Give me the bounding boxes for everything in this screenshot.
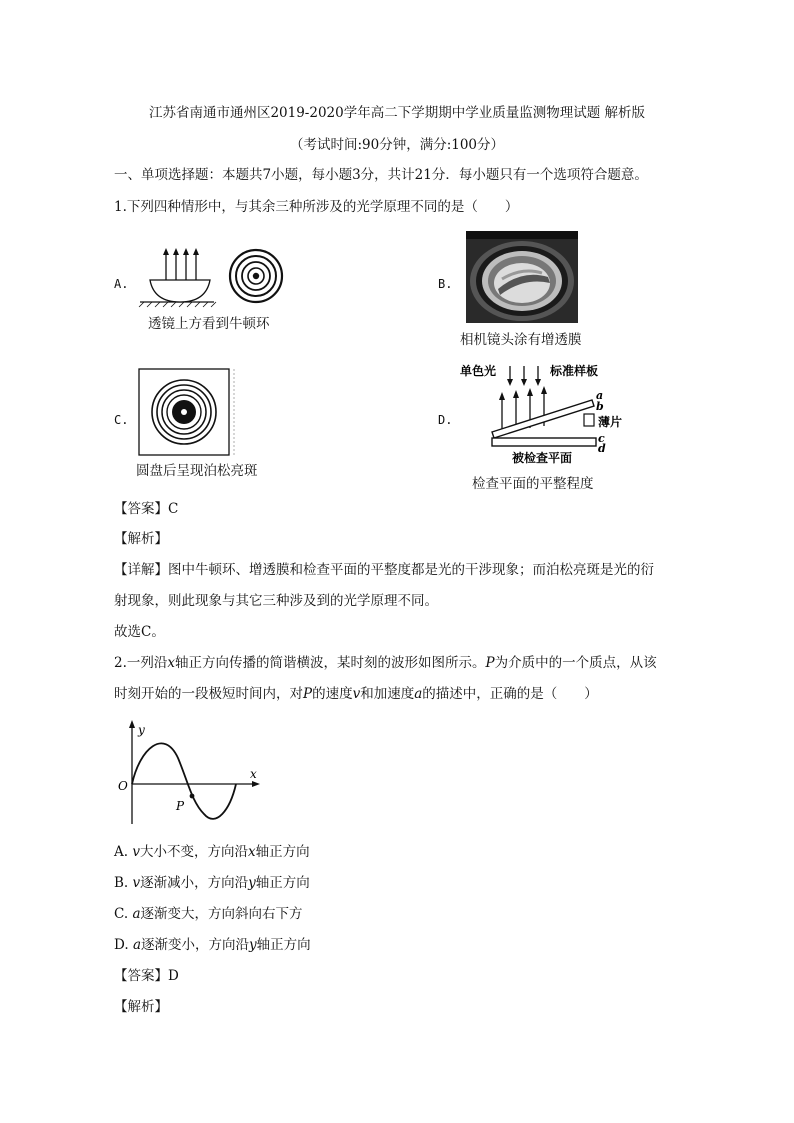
mono-light-label: 单色光 <box>460 364 497 378</box>
q1-detail-line2: 射现象，则此现象与其它三种涉及到的光学原理不同。 <box>114 593 438 609</box>
flatness-test-figure <box>458 360 623 466</box>
q1-option-c-caption: 圆盘后呈现泊松亮斑 <box>136 463 258 479</box>
wave-graph <box>116 718 276 828</box>
q2-stem-line2: 时刻开始的一段极短时间内，对P的速度v和加速度a的描述中，正确的是（ ） <box>114 686 598 702</box>
q1-option-b-caption: 相机镜头涂有增透膜 <box>460 332 582 348</box>
q1-option-c-letter: C. <box>114 413 129 427</box>
q2-analysis-label: 【解析】 <box>114 999 168 1015</box>
graph-x-label: x <box>250 767 257 781</box>
tested-plane-label: 被检查平面 <box>512 451 573 465</box>
label-d: d <box>598 442 606 455</box>
q1-conclusion: 故选C。 <box>114 624 165 640</box>
q1-answer: 【答案】C <box>114 501 179 517</box>
q2-option-a: A. v大小不变，方向沿x轴正方向 <box>114 844 310 860</box>
q2-option-b: B. v逐渐减小，方向沿y轴正方向 <box>114 875 310 891</box>
thin-sheet-label: 薄片 <box>598 415 623 429</box>
poisson-spot-figure <box>138 368 236 456</box>
q1-detail-line1: 【详解】图中牛顿环、增透膜和检查平面的平整度都是光的干涉现象；而泊松亮斑是光的衍 <box>114 562 654 578</box>
exam-info: （考试时间:90分钟，满分:100分） <box>289 137 505 153</box>
label-a: a <box>596 389 604 402</box>
q2-option-c: C. a逐渐变大，方向斜向右下方 <box>114 906 303 922</box>
label-c: c <box>598 432 605 445</box>
q2-stem-line1: 2.一列沿x轴正方向传播的简谐横波，某时刻的波形如图所示。P为介质中的一个质点，从该 <box>114 655 657 671</box>
label-b: b <box>596 400 604 413</box>
q1-option-a-letter: A. <box>114 277 129 291</box>
q1-option-d-letter: D. <box>438 413 453 427</box>
graph-origin-label: O <box>118 779 128 793</box>
graph-y-label: y <box>138 723 145 737</box>
document-title: 江苏省南通市通州区2019-2020学年高二下学期期中学业质量监测物理试题 解析版 <box>148 105 646 121</box>
section-heading: 一、单项选择题：本题共7小题，每小题3分，共计21分．每小题只有一个选项符合题意。 <box>114 167 648 183</box>
q1-stem: 1.下列四种情形中，与其余三种所涉及的光学原理不同的是（ ） <box>114 199 519 215</box>
q1-option-a-caption: 透镜上方看到牛顿环 <box>148 316 270 332</box>
camera-lens-photo <box>466 231 578 323</box>
newton-rings-figure <box>136 240 284 310</box>
q2-answer: 【答案】D <box>114 968 179 984</box>
standard-plate-label: 标准样板 <box>550 364 599 378</box>
q1-option-d-caption: 检查平面的平整程度 <box>472 476 594 492</box>
q1-analysis-label: 【解析】 <box>114 531 168 547</box>
graph-point-label: P <box>176 799 185 813</box>
q1-option-b-letter: B. <box>438 277 453 291</box>
q2-option-d: D. a逐渐变小，方向沿y轴正方向 <box>114 937 311 953</box>
